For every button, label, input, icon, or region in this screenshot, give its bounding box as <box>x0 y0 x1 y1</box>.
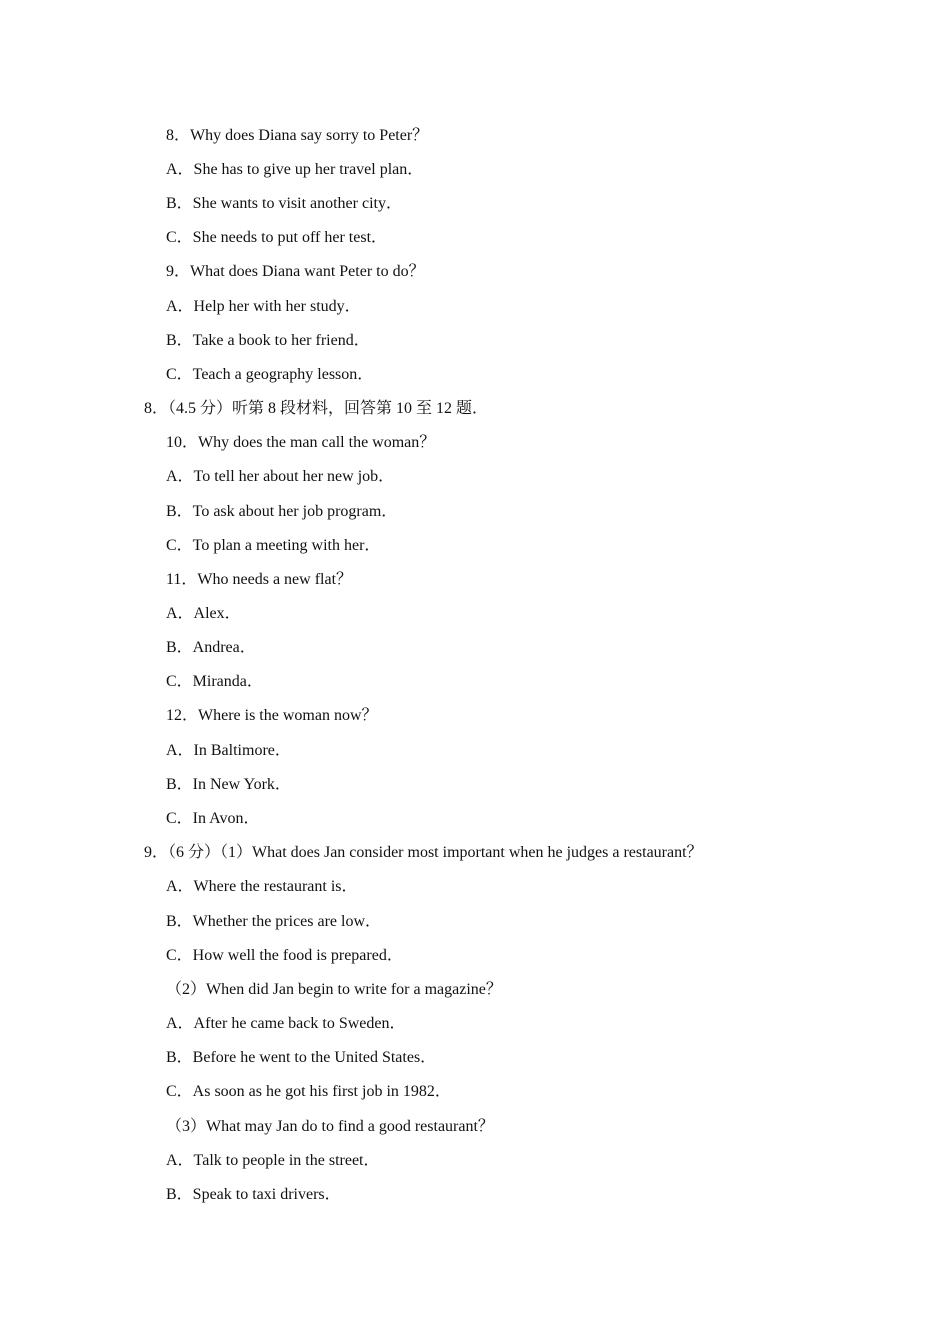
section-8-heading: 8．（4.5 分）听第 8 段材料，回答第 10 至 12 题． <box>144 400 489 417</box>
option-8b: B．She wants to visit another city． <box>166 195 402 212</box>
option-11c: C．Miranda． <box>166 673 263 690</box>
option-10a: A．To tell her about her new job． <box>166 468 395 485</box>
option-9-2b: B．Before he went to the United States． <box>166 1049 437 1066</box>
option-11a: A．Alex． <box>166 605 241 622</box>
question-11: 11．Who needs a new flat？ <box>166 571 353 588</box>
option-12a: A．In Baltimore． <box>166 742 291 759</box>
subquestion-9-2: （2）When did Jan begin to write for a magazine？ <box>166 981 502 998</box>
option-11b: B．Andrea． <box>166 639 256 656</box>
option-12b: B．In New York． <box>166 776 291 793</box>
option-8c: C．She needs to put off her test． <box>166 229 388 246</box>
option-10b: B．To ask about her job program． <box>166 503 398 520</box>
option-8a: A．She has to give up her travel plan． <box>166 161 424 178</box>
option-9-1a: A．Where the restaurant is． <box>166 878 358 895</box>
question-8: 8．Why does Diana say sorry to Peter？ <box>166 127 429 144</box>
question-9: 9．What does Diana want Peter to do？ <box>166 263 425 280</box>
option-9c: C．Teach a geography lesson． <box>166 366 374 383</box>
option-9-1b: B．Whether the prices are low． <box>166 913 382 930</box>
option-9-3a: A．Talk to people in the street． <box>166 1152 380 1169</box>
question-10: 10．Why does the man call the woman？ <box>166 434 436 451</box>
section-9-heading: 9．（6 分）（1）What does Jan consider most important when he judges a restaurant？ <box>144 844 703 861</box>
option-12c: C．In Avon． <box>166 810 260 827</box>
option-10c: C．To plan a meeting with her． <box>166 537 381 554</box>
option-9-3b: B．Speak to taxi drivers． <box>166 1186 341 1203</box>
option-9-2c: C．As soon as he got his first job in 1982． <box>166 1083 451 1100</box>
option-9-2a: A．After he came back to Sweden． <box>166 1015 406 1032</box>
subquestion-9-3: （3）What may Jan do to find a good restaurant？ <box>166 1118 494 1135</box>
option-9a: A．Help her with her study． <box>166 298 361 315</box>
option-9b: B．Take a book to her friend． <box>166 332 370 349</box>
option-9-1c: C．How well the food is prepared． <box>166 947 403 964</box>
question-12: 12．Where is the woman now？ <box>166 707 378 724</box>
